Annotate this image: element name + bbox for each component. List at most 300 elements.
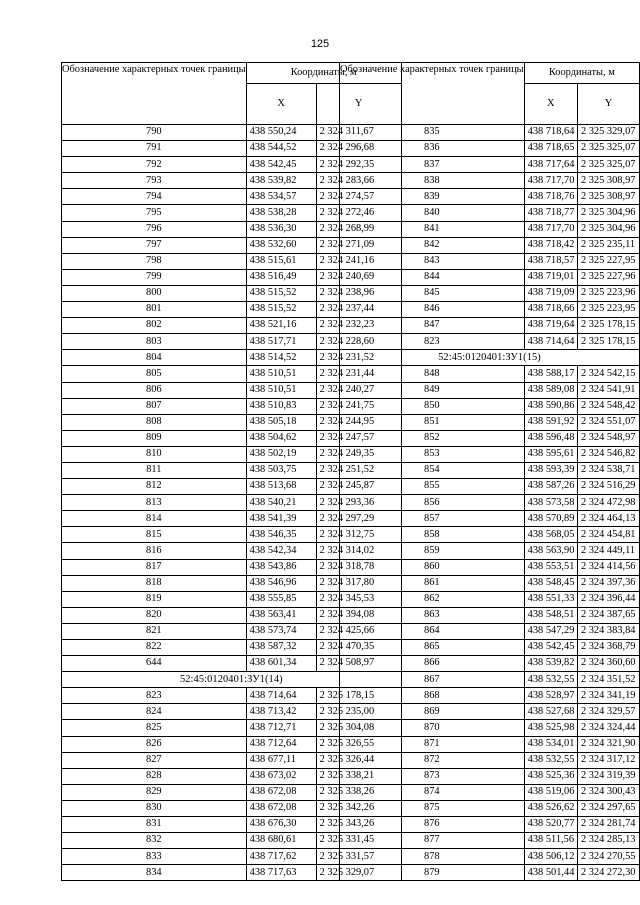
y-coordinate: 2 324 383,84 xyxy=(577,623,639,639)
point-id: 797 xyxy=(62,237,247,253)
x-coordinate: 438 550,24 xyxy=(246,125,316,141)
y-coordinate: 2 324 232,23 xyxy=(316,318,401,334)
y-coordinate: 2 324 317,12 xyxy=(577,752,639,768)
point-id: 874 xyxy=(340,784,525,800)
point-id: 875 xyxy=(340,800,525,816)
y-coordinate: 2 325 329,07 xyxy=(316,865,401,881)
point-id: 823 xyxy=(340,334,525,350)
x-coordinate: 438 573,58 xyxy=(524,495,577,511)
point-id: 819 xyxy=(62,591,247,607)
x-coordinate: 438 714,64 xyxy=(524,334,577,350)
table-row xyxy=(340,398,640,414)
x-coordinate: 438 534,01 xyxy=(524,736,577,752)
x-coordinate: 438 717,63 xyxy=(246,865,316,881)
table-row xyxy=(340,543,640,559)
x-coordinate: 438 563,90 xyxy=(524,543,577,559)
y-coordinate: 2 324 318,78 xyxy=(316,559,401,575)
point-id: 803 xyxy=(62,334,247,350)
x-coordinate: 438 714,64 xyxy=(246,688,316,704)
table-row xyxy=(340,237,640,253)
y-coordinate: 2 325 342,26 xyxy=(316,800,401,816)
table-row xyxy=(340,205,640,221)
point-id: 866 xyxy=(340,656,525,672)
x-coordinate: 438 587,32 xyxy=(246,640,316,656)
y-coordinate: 2 324 251,52 xyxy=(316,462,401,478)
y-coordinate: 2 324 274,57 xyxy=(316,189,401,205)
x-coordinate: 438 525,36 xyxy=(524,768,577,784)
x-coordinate: 438 544,52 xyxy=(246,141,316,157)
x-coordinate: 438 713,42 xyxy=(246,704,316,720)
y-coordinate: 2 324 317,80 xyxy=(316,575,401,591)
point-id: 793 xyxy=(62,173,247,189)
x-coordinate: 438 601,34 xyxy=(246,656,316,672)
x-coordinate: 438 515,61 xyxy=(246,253,316,269)
y-coordinate: 2 324 297,29 xyxy=(316,511,401,527)
page-number: 125 xyxy=(310,38,330,50)
y-coordinate: 2 324 300,43 xyxy=(577,784,639,800)
x-coordinate: 438 527,68 xyxy=(524,704,577,720)
x-coordinate: 438 717,70 xyxy=(524,173,577,189)
x-coordinate: 438 712,71 xyxy=(246,720,316,736)
y-coordinate: 2 324 231,52 xyxy=(316,350,401,366)
y-coordinate: 2 324 241,16 xyxy=(316,253,401,269)
x-coordinate: 438 501,44 xyxy=(524,865,577,881)
point-id: 868 xyxy=(340,688,525,704)
point-id: 876 xyxy=(340,817,525,833)
x-coordinate: 438 570,89 xyxy=(524,511,577,527)
y-coordinate: 2 324 285,13 xyxy=(577,833,639,849)
y-coordinate: 2 324 312,75 xyxy=(316,527,401,543)
y-coordinate: 2 324 245,87 xyxy=(316,479,401,495)
x-coordinate: 438 520,77 xyxy=(524,817,577,833)
y-coordinate: 2 324 414,56 xyxy=(577,559,639,575)
y-coordinate: 2 325 227,95 xyxy=(577,253,639,269)
x-coordinate: 438 539,82 xyxy=(524,656,577,672)
x-coordinate: 438 505,18 xyxy=(246,414,316,430)
point-id: 871 xyxy=(340,736,525,752)
x-coordinate: 438 532,55 xyxy=(524,672,577,688)
header-y: Y xyxy=(316,84,401,125)
y-coordinate: 2 324 272,46 xyxy=(316,205,401,221)
x-coordinate: 438 548,51 xyxy=(524,607,577,623)
table-row xyxy=(340,414,640,430)
table-row xyxy=(340,221,640,237)
point-id: 855 xyxy=(340,479,525,495)
x-coordinate: 438 532,60 xyxy=(246,237,316,253)
x-coordinate: 438 542,45 xyxy=(246,157,316,173)
y-coordinate: 2 324 425,66 xyxy=(316,623,401,639)
y-coordinate: 2 324 551,07 xyxy=(577,414,639,430)
point-id: 807 xyxy=(62,398,247,414)
x-coordinate: 438 588,17 xyxy=(524,366,577,382)
table-row xyxy=(340,318,640,334)
y-coordinate: 2 325 235,11 xyxy=(577,237,639,253)
point-id: 845 xyxy=(340,285,525,301)
table-row xyxy=(340,768,640,784)
y-coordinate: 2 325 331,57 xyxy=(316,849,401,865)
x-coordinate: 438 540,21 xyxy=(246,495,316,511)
y-coordinate: 2 324 470,35 xyxy=(316,640,401,656)
x-coordinate: 438 718,77 xyxy=(524,205,577,221)
table-row xyxy=(340,623,640,639)
y-coordinate: 2 324 311,67 xyxy=(316,125,401,141)
table-row xyxy=(340,672,640,688)
x-coordinate: 438 543,86 xyxy=(246,559,316,575)
y-coordinate: 2 325 343,26 xyxy=(316,817,401,833)
table-row xyxy=(340,849,640,865)
y-coordinate: 2 324 548,42 xyxy=(577,398,639,414)
x-coordinate: 438 672,08 xyxy=(246,800,316,816)
x-coordinate: 438 717,64 xyxy=(524,157,577,173)
table-row xyxy=(340,511,640,527)
x-coordinate: 438 539,82 xyxy=(246,173,316,189)
y-coordinate: 2 324 345,53 xyxy=(316,591,401,607)
x-coordinate: 438 546,35 xyxy=(246,527,316,543)
point-id: 805 xyxy=(62,366,247,382)
x-coordinate: 438 718,64 xyxy=(524,125,577,141)
y-coordinate: 2 324 237,44 xyxy=(316,302,401,318)
point-id: 821 xyxy=(62,623,247,639)
y-coordinate: 2 324 296,68 xyxy=(316,141,401,157)
y-coordinate: 2 324 228,60 xyxy=(316,334,401,350)
point-id: 850 xyxy=(340,398,525,414)
x-coordinate: 438 563,41 xyxy=(246,607,316,623)
y-coordinate: 2 325 304,96 xyxy=(577,205,639,221)
x-coordinate: 438 718,42 xyxy=(524,237,577,253)
point-id: 832 xyxy=(62,833,247,849)
point-id: 810 xyxy=(62,446,247,462)
x-coordinate: 438 515,52 xyxy=(246,285,316,301)
y-coordinate: 2 325 178,15 xyxy=(316,688,401,704)
table-row xyxy=(340,430,640,446)
x-coordinate: 438 596,48 xyxy=(524,430,577,446)
y-coordinate: 2 324 541,91 xyxy=(577,382,639,398)
table-row xyxy=(340,527,640,543)
point-id: 801 xyxy=(62,302,247,318)
y-coordinate: 2 324 240,27 xyxy=(316,382,401,398)
table-row xyxy=(340,784,640,800)
table-row xyxy=(340,640,640,656)
point-id: 837 xyxy=(340,157,525,173)
y-coordinate: 2 324 464,13 xyxy=(577,511,639,527)
header-point-designation: Обозначение характерных точек границы xyxy=(340,63,525,125)
x-coordinate: 438 593,39 xyxy=(524,462,577,478)
y-coordinate: 2 324 396,44 xyxy=(577,591,639,607)
table-row xyxy=(340,189,640,205)
point-id: 872 xyxy=(340,752,525,768)
point-id: 809 xyxy=(62,430,247,446)
table-row xyxy=(340,559,640,575)
x-coordinate: 438 542,45 xyxy=(524,640,577,656)
y-coordinate: 2 325 338,21 xyxy=(316,768,401,784)
y-coordinate: 2 324 351,52 xyxy=(577,672,639,688)
x-coordinate: 438 536,30 xyxy=(246,221,316,237)
y-coordinate: 2 324 247,57 xyxy=(316,430,401,446)
header-point-designation: Обозначение характерных точек границы xyxy=(62,63,247,125)
point-id: 873 xyxy=(340,768,525,784)
x-coordinate: 438 573,74 xyxy=(246,623,316,639)
header-coordinates: Координаты, м xyxy=(246,63,401,84)
header-coordinates: Координаты, м xyxy=(524,63,639,84)
point-id: 879 xyxy=(340,865,525,881)
point-id: 847 xyxy=(340,318,525,334)
point-id: 806 xyxy=(62,382,247,398)
table-row xyxy=(340,382,640,398)
table-row xyxy=(340,495,640,511)
point-id: 870 xyxy=(340,720,525,736)
x-coordinate: 438 513,68 xyxy=(246,479,316,495)
x-coordinate: 438 717,70 xyxy=(524,221,577,237)
point-id: 825 xyxy=(62,720,247,736)
point-id: 826 xyxy=(62,736,247,752)
table-row xyxy=(340,575,640,591)
x-coordinate: 438 525,98 xyxy=(524,720,577,736)
y-coordinate: 2 325 338,26 xyxy=(316,784,401,800)
y-coordinate: 2 324 283,66 xyxy=(316,173,401,189)
x-coordinate: 438 515,52 xyxy=(246,302,316,318)
point-id: 861 xyxy=(340,575,525,591)
table-row xyxy=(340,688,640,704)
section-row xyxy=(340,350,640,366)
y-coordinate: 2 325 223,96 xyxy=(577,285,639,301)
table-row xyxy=(340,141,640,157)
point-id: 878 xyxy=(340,849,525,865)
x-coordinate: 438 718,76 xyxy=(524,189,577,205)
cadastral-section-label: 52:45:0120401:ЗУ1(15) xyxy=(340,350,640,366)
y-coordinate: 2 324 472,98 xyxy=(577,495,639,511)
y-coordinate: 2 324 238,96 xyxy=(316,285,401,301)
x-coordinate: 438 534,57 xyxy=(246,189,316,205)
x-coordinate: 438 542,34 xyxy=(246,543,316,559)
x-coordinate: 438 712,64 xyxy=(246,736,316,752)
cadastral-section-label: 52:45:0120401:ЗУ1(14) xyxy=(62,672,402,688)
coordinates-table-right xyxy=(339,62,640,881)
x-coordinate: 438 511,56 xyxy=(524,833,577,849)
y-coordinate: 2 324 281,74 xyxy=(577,817,639,833)
x-coordinate: 438 514,52 xyxy=(246,350,316,366)
x-coordinate: 438 510,51 xyxy=(246,382,316,398)
x-coordinate: 438 676,30 xyxy=(246,817,316,833)
y-coordinate: 2 324 546,82 xyxy=(577,446,639,462)
point-id: 841 xyxy=(340,221,525,237)
y-coordinate: 2 324 249,35 xyxy=(316,446,401,462)
point-id: 815 xyxy=(62,527,247,543)
point-id: 862 xyxy=(340,591,525,607)
x-coordinate: 438 553,51 xyxy=(524,559,577,575)
x-coordinate: 438 719,01 xyxy=(524,269,577,285)
point-id: 844 xyxy=(340,269,525,285)
point-id: 838 xyxy=(340,173,525,189)
x-coordinate: 438 503,75 xyxy=(246,462,316,478)
y-coordinate: 2 324 319,39 xyxy=(577,768,639,784)
point-id: 800 xyxy=(62,285,247,301)
point-id: 802 xyxy=(62,318,247,334)
x-coordinate: 438 672,08 xyxy=(246,784,316,800)
point-id: 869 xyxy=(340,704,525,720)
y-coordinate: 2 324 314,02 xyxy=(316,543,401,559)
y-coordinate: 2 325 325,07 xyxy=(577,141,639,157)
point-id: 849 xyxy=(340,382,525,398)
y-coordinate: 2 324 542,15 xyxy=(577,366,639,382)
y-coordinate: 2 324 538,71 xyxy=(577,462,639,478)
x-coordinate: 438 532,55 xyxy=(524,752,577,768)
point-id: 829 xyxy=(62,784,247,800)
x-coordinate: 438 591,92 xyxy=(524,414,577,430)
point-id: 827 xyxy=(62,752,247,768)
header-x: X xyxy=(246,84,316,125)
x-coordinate: 438 718,57 xyxy=(524,253,577,269)
x-coordinate: 438 717,62 xyxy=(246,849,316,865)
x-coordinate: 438 719,64 xyxy=(524,318,577,334)
y-coordinate: 2 324 271,09 xyxy=(316,237,401,253)
x-coordinate: 438 541,39 xyxy=(246,511,316,527)
point-id: 852 xyxy=(340,430,525,446)
x-coordinate: 438 521,16 xyxy=(246,318,316,334)
table-row xyxy=(340,269,640,285)
point-id: 798 xyxy=(62,253,247,269)
y-coordinate: 2 324 329,57 xyxy=(577,704,639,720)
y-coordinate: 2 325 178,15 xyxy=(577,318,639,334)
y-coordinate: 2 324 272,30 xyxy=(577,865,639,881)
y-coordinate: 2 325 304,96 xyxy=(577,221,639,237)
y-coordinate: 2 324 341,19 xyxy=(577,688,639,704)
point-id: 835 xyxy=(340,125,525,141)
y-coordinate: 2 324 394,08 xyxy=(316,607,401,623)
point-id: 823 xyxy=(62,688,247,704)
table-row xyxy=(340,479,640,495)
point-id: 877 xyxy=(340,833,525,849)
point-id: 812 xyxy=(62,479,247,495)
x-coordinate: 438 526,62 xyxy=(524,800,577,816)
point-id: 830 xyxy=(62,800,247,816)
table-row xyxy=(340,446,640,462)
point-id: 859 xyxy=(340,543,525,559)
x-coordinate: 438 677,11 xyxy=(246,752,316,768)
y-coordinate: 2 324 397,36 xyxy=(577,575,639,591)
point-id: 839 xyxy=(340,189,525,205)
y-coordinate: 2 324 449,11 xyxy=(577,543,639,559)
point-id: 791 xyxy=(62,141,247,157)
x-coordinate: 438 719,09 xyxy=(524,285,577,301)
x-coordinate: 438 680,61 xyxy=(246,833,316,849)
header-y: Y xyxy=(577,84,639,125)
point-id: 843 xyxy=(340,253,525,269)
y-coordinate: 2 325 329,07 xyxy=(577,125,639,141)
y-coordinate: 2 324 231,44 xyxy=(316,366,401,382)
y-coordinate: 2 325 326,55 xyxy=(316,736,401,752)
x-coordinate: 438 516,49 xyxy=(246,269,316,285)
point-id: 804 xyxy=(62,350,247,366)
point-id: 820 xyxy=(62,607,247,623)
point-id: 824 xyxy=(62,704,247,720)
table-row xyxy=(340,302,640,318)
y-coordinate: 2 325 331,45 xyxy=(316,833,401,849)
x-coordinate: 438 587,26 xyxy=(524,479,577,495)
point-id: 833 xyxy=(62,849,247,865)
table-row xyxy=(340,334,640,350)
table-row xyxy=(340,865,640,881)
table-row xyxy=(340,736,640,752)
x-coordinate: 438 547,29 xyxy=(524,623,577,639)
y-coordinate: 2 325 326,44 xyxy=(316,752,401,768)
x-coordinate: 438 517,71 xyxy=(246,334,316,350)
point-id: 795 xyxy=(62,205,247,221)
y-coordinate: 2 324 293,36 xyxy=(316,495,401,511)
y-coordinate: 2 325 178,15 xyxy=(577,334,639,350)
table-row xyxy=(340,285,640,301)
x-coordinate: 438 506,12 xyxy=(524,849,577,865)
point-id: 846 xyxy=(340,302,525,318)
y-coordinate: 2 325 227,96 xyxy=(577,269,639,285)
point-id: 853 xyxy=(340,446,525,462)
point-id: 863 xyxy=(340,607,525,623)
point-id: 854 xyxy=(340,462,525,478)
x-coordinate: 438 546,96 xyxy=(246,575,316,591)
table-row xyxy=(340,125,640,141)
y-coordinate: 2 324 240,69 xyxy=(316,269,401,285)
table-row xyxy=(340,157,640,173)
y-coordinate: 2 324 387,65 xyxy=(577,607,639,623)
x-coordinate: 438 502,19 xyxy=(246,446,316,462)
y-coordinate: 2 324 292,35 xyxy=(316,157,401,173)
x-coordinate: 438 718,65 xyxy=(524,141,577,157)
table-row xyxy=(340,366,640,382)
point-id: 840 xyxy=(340,205,525,221)
y-coordinate: 2 324 268,99 xyxy=(316,221,401,237)
point-id: 799 xyxy=(62,269,247,285)
point-id: 817 xyxy=(62,559,247,575)
y-coordinate: 2 324 368,79 xyxy=(577,640,639,656)
x-coordinate: 438 555,85 xyxy=(246,591,316,607)
x-coordinate: 438 595,61 xyxy=(524,446,577,462)
x-coordinate: 438 510,83 xyxy=(246,398,316,414)
x-coordinate: 438 538,28 xyxy=(246,205,316,221)
y-coordinate: 2 325 308,97 xyxy=(577,189,639,205)
point-id: 842 xyxy=(340,237,525,253)
y-coordinate: 2 325 223,95 xyxy=(577,302,639,318)
point-id: 865 xyxy=(340,640,525,656)
point-id: 851 xyxy=(340,414,525,430)
table-row xyxy=(340,704,640,720)
y-coordinate: 2 324 244,95 xyxy=(316,414,401,430)
x-coordinate: 438 718,66 xyxy=(524,302,577,318)
point-id: 858 xyxy=(340,527,525,543)
point-id: 834 xyxy=(62,865,247,881)
y-coordinate: 2 324 241,75 xyxy=(316,398,401,414)
x-coordinate: 438 519,06 xyxy=(524,784,577,800)
point-id: 864 xyxy=(340,623,525,639)
y-coordinate: 2 324 324,44 xyxy=(577,720,639,736)
point-id: 828 xyxy=(62,768,247,784)
table-row xyxy=(340,253,640,269)
table-row xyxy=(340,656,640,672)
y-coordinate: 2 324 321,90 xyxy=(577,736,639,752)
point-id: 644 xyxy=(62,656,247,672)
table-row xyxy=(340,833,640,849)
y-coordinate: 2 324 548,97 xyxy=(577,430,639,446)
point-id: 790 xyxy=(62,125,247,141)
point-id: 794 xyxy=(62,189,247,205)
point-id: 860 xyxy=(340,559,525,575)
x-coordinate: 438 551,33 xyxy=(524,591,577,607)
point-id: 792 xyxy=(62,157,247,173)
table-row xyxy=(340,462,640,478)
point-id: 808 xyxy=(62,414,247,430)
table-body-right xyxy=(340,125,640,881)
x-coordinate: 438 504,62 xyxy=(246,430,316,446)
x-coordinate: 438 528,97 xyxy=(524,688,577,704)
point-id: 822 xyxy=(62,640,247,656)
